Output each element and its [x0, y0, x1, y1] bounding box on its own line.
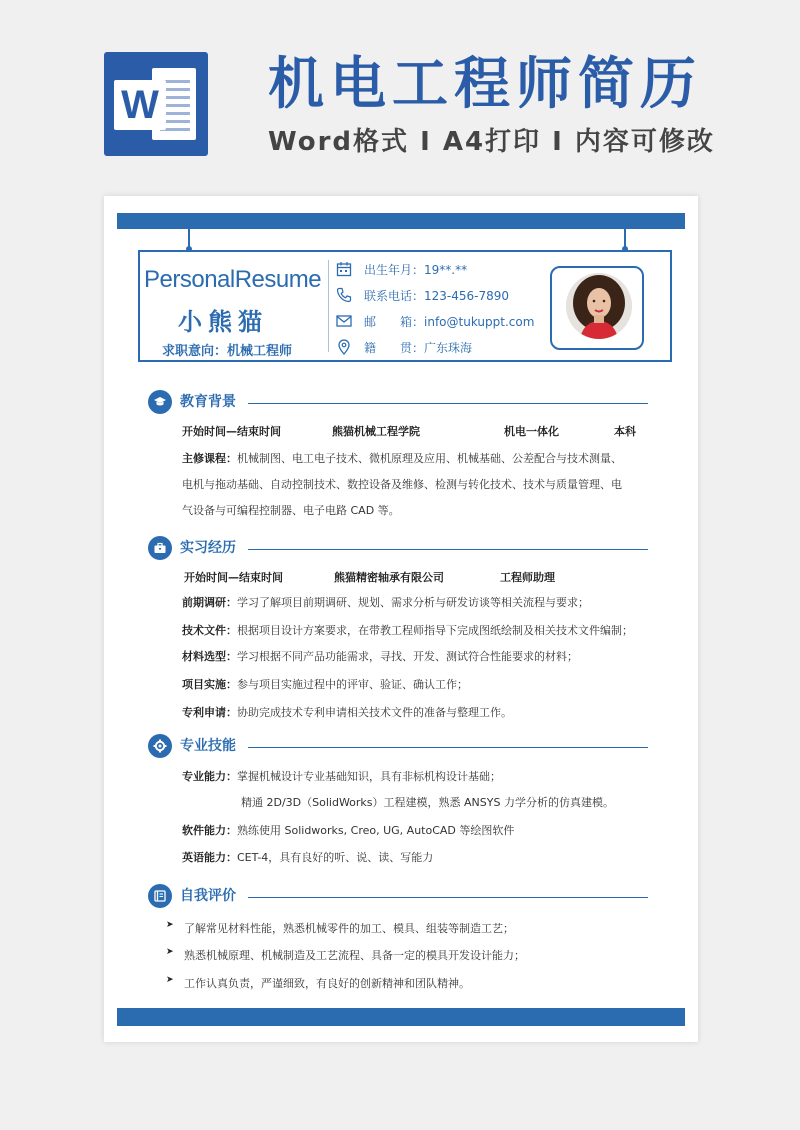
- photo-frame: [550, 266, 644, 350]
- job-intent: 求职意向：机械工程师: [162, 344, 293, 359]
- intern-item: [182, 623, 633, 639]
- section-rule: [248, 549, 648, 550]
- section-rule: [248, 403, 648, 404]
- name-cn: 小熊猫: [178, 308, 268, 336]
- phone-row: [336, 282, 509, 308]
- hanger-right: [624, 229, 626, 249]
- self-eval-item: ➤ 工作认真负责，严谨细致，有良好的创新精神和团队精神。: [184, 975, 470, 991]
- skill-item-text: 掌握机械设计专业基础知识，具有非标机构设计基础；: [237, 770, 501, 783]
- skills-title: 专业技能: [180, 738, 236, 754]
- intern-item-label: 项目实施：: [182, 678, 237, 691]
- phone-icon: [336, 287, 352, 303]
- skill-item: [182, 823, 514, 839]
- skill-item-text: CET-4，具有良好的听、说、读、写能力: [237, 851, 434, 864]
- email-text: 邮 箱：info@tukuppt.com: [364, 314, 535, 329]
- birth-text: 出生年月：19**.**: [364, 262, 468, 277]
- edu-courses-line3: 气设备与可编程控制器、电子电路 CAD 等。: [182, 504, 400, 517]
- bottom-bar: [117, 1008, 685, 1026]
- edu-courses-line2: 电机与拖动基础、自动控制技术、数控设备及维修、检测与转化技术、技术与质量管理、电: [182, 478, 622, 491]
- profile-box: [138, 250, 672, 362]
- skill-item: [241, 795, 614, 811]
- edu-major: 机电一体化: [504, 425, 559, 438]
- intern-item-text: 协助完成技术专利申请相关技术文件的准备与整理工作。: [237, 706, 512, 719]
- skill-item: [182, 850, 433, 866]
- courses-text-1: 机械制图、电工电子技术、微机原理及应用、机械基础、公差配合与技术测量、: [237, 452, 622, 465]
- skill-item: [182, 769, 501, 785]
- self-eval-item: ➤ 了解常见材料性能，熟悉机械零件的加工、模具、组装等制造工艺；: [184, 920, 514, 936]
- intern-item: [182, 649, 578, 665]
- divider: [328, 260, 329, 352]
- intern-item: [182, 705, 512, 721]
- location-pin-icon: [336, 339, 352, 355]
- promo-title: 机电工程师简历: [268, 52, 702, 117]
- book-icon: [148, 884, 172, 908]
- hanger-left: [188, 229, 190, 249]
- phone-text: 联系电话：123-456-7890: [364, 288, 510, 303]
- self-eval-title: 自我评价: [180, 888, 236, 904]
- gear-icon: [148, 734, 172, 758]
- resume-sheet: [104, 196, 698, 1042]
- skills-header: [148, 734, 648, 758]
- education-header: [148, 390, 648, 414]
- word-logo-letter: W: [114, 80, 166, 130]
- promo-subtitle: Word格式 I A4打印 I 内容可修改: [268, 127, 715, 157]
- top-bar: [117, 213, 685, 229]
- section-rule: [248, 747, 648, 748]
- graduation-cap-icon: [148, 390, 172, 414]
- intern-item-text: 参与项目实施过程中的评审、验证、确认工作；: [237, 678, 468, 691]
- education-title: 教育背景: [180, 394, 236, 410]
- name-en: PersonalResume: [144, 266, 322, 293]
- intern-item-label: 专利申请：: [182, 706, 237, 719]
- intern-item-text: 学习根据不同产品功能需求，寻找、开发、测试符合性能要求的材料；: [237, 650, 578, 663]
- intern-item-label: 材料选型：: [182, 650, 237, 663]
- intern-item: [182, 677, 468, 693]
- self-eval-header: [148, 884, 648, 908]
- word-logo: [104, 52, 208, 156]
- hometown-text: 籍 贯：广东珠海: [364, 340, 473, 355]
- skill-item-label: 英语能力：: [182, 851, 237, 864]
- intern-item-text: 根据项目设计方案要求，在带教工程师指导下完成图纸绘制及相关技术文件编制；: [237, 624, 633, 637]
- skill-item-label: 软件能力：: [182, 824, 237, 837]
- hometown-row: [336, 334, 472, 360]
- intern-period: 开始时间—结束时间: [184, 571, 283, 584]
- intern-role: 工程师助理: [500, 571, 555, 584]
- self-eval-item: ➤ 熟悉机械原理、机械制造及工艺流程、具备一定的模具开发设计能力；: [184, 947, 525, 963]
- intern-item-label: 技术文件：: [182, 624, 237, 637]
- intern-item-label: 前期调研：: [182, 596, 237, 609]
- mail-icon: [336, 313, 352, 329]
- calendar-icon: [336, 261, 352, 277]
- skill-item-label: 专业能力：: [182, 770, 237, 783]
- skill-item-text: 熟练使用 Solidworks, Creo, UG, AutoCAD 等绘图软件: [237, 824, 515, 837]
- intern-item-text: 学习了解项目前期调研、规划、需求分析与研发访谈等相关流程与要求；: [237, 596, 589, 609]
- edu-courses-line1: [182, 451, 622, 467]
- edu-period: 开始时间—结束时间: [182, 425, 281, 438]
- edu-degree: 本科: [614, 425, 636, 438]
- internship-title: 实习经历: [180, 540, 236, 556]
- intern-company: 熊猫精密轴承有限公司: [334, 571, 444, 584]
- email-row: [336, 308, 534, 334]
- courses-label: 主修课程：: [182, 452, 237, 465]
- birth-row: [336, 256, 467, 282]
- edu-school: 熊猫机械工程学院: [332, 425, 420, 438]
- section-rule: [248, 897, 648, 898]
- skill-item-text: 精通 2D/3D（SolidWorks）工程建模，熟悉 ANSYS 力学分析的仿真建模。: [241, 796, 614, 809]
- internship-header: [148, 536, 648, 560]
- briefcase-icon: [148, 536, 172, 560]
- profile-photo: [566, 273, 632, 339]
- intern-item: [182, 595, 589, 611]
